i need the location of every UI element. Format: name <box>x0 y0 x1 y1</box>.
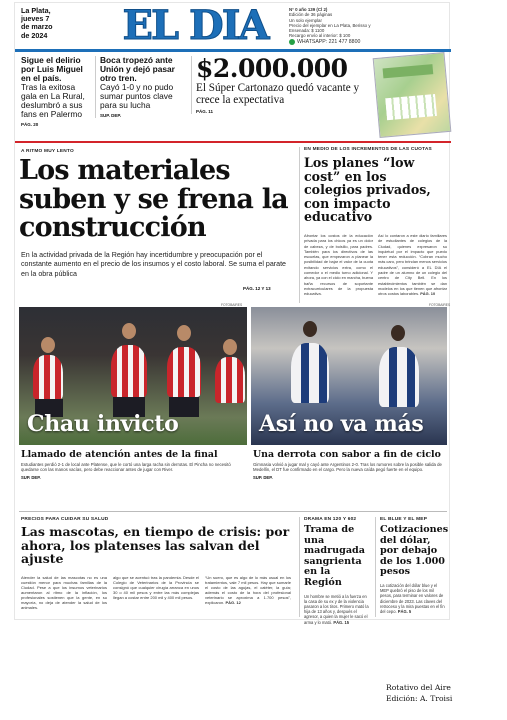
story-text: La cotización del dólar blue y el MEP quebró el piso de los mil pesos, para terminar en valores de diciembre de 2023. Las claves del retroceso y la mira puestas en el fin del cepo. <box>380 582 445 614</box>
story-kicker: DRAMA EN 120 Y 602 <box>304 517 357 522</box>
dollar-story[interactable] <box>375 517 447 617</box>
teaser-luis-miguel[interactable] <box>21 56 91 127</box>
cartonazo-ticket-image <box>373 52 452 138</box>
section-rule <box>19 511 447 512</box>
player-figure <box>111 345 147 397</box>
estudiantes-photo[interactable] <box>19 307 247 445</box>
story-text: “Un suero, que es algo de lo más usual en los tratamientos, vale 7 mil pesos. Hay que sumarle el costo de las agujas, el catéter, la guía; además el costo de la hora del profesional veterinario se aproxima a 1.700 pesos”, explicaron. <box>205 574 291 605</box>
teaser-body: Tras la exitosa gala en La Rural, deslumbró a sus fans en Palermo <box>21 82 85 119</box>
teaser-body: El Súper Cartonazo quedó vacante y crece la expectativa <box>196 82 360 106</box>
story-column <box>205 575 291 611</box>
crime-story[interactable] <box>299 517 369 625</box>
date-line: de marzo <box>21 22 53 32</box>
lead-summary: En la actividad privada de la Región hay incertidumbre y preocupación por el constante aumento en el precio de los insumos y el costo laboral. Se suma el parate en la obra pública <box>21 251 286 278</box>
story-headline: Las mascotas, en tiempo de crisis: por ahora, los platenses las salvan del ajuste <box>21 524 290 566</box>
info-line: N° 0 año 139 (Cl 2) <box>289 7 328 12</box>
player-head <box>41 337 55 353</box>
estudiantes-story[interactable] <box>21 449 247 480</box>
player-figure <box>215 357 245 403</box>
story-summary: Gimnasia volvió a jugar mal y cayó ante Argentinos 2-0. Tras los rumores sobre la posible salida de Medellín, el DT fue confirmado en el cargo. Pero la nueva caída pegó fuerte en el equipo. <box>253 462 442 473</box>
page-ref: PÁG. 12 <box>225 599 241 605</box>
credits-footer <box>386 682 452 704</box>
page-ref: PÁG. 5 <box>397 608 412 614</box>
photo-caption: Chau invicto <box>27 411 179 437</box>
info-line: Recargo envío al interior: $ 100 <box>289 33 351 39</box>
photo-caption: Así no va más <box>259 411 424 437</box>
teaser-body: Cayó 1-0 y no pudo sumar puntos clave para su lucha <box>100 82 174 110</box>
newspaper-front-page <box>14 2 451 625</box>
player-head <box>122 323 136 339</box>
edition-date <box>21 7 105 40</box>
story-column: Atender la salud de las mascotas no es una cuestión menor para muchas familias de la Ciudad. Pese a que los insumos veterinarios aumentaron al ritmo de la inflación, los profesionales sostienen que la gente, en su mayoría, no deja de atender la salud de los animales. <box>21 574 107 611</box>
story-columns <box>304 233 447 297</box>
story-kicker: EN MEDIO DE LOS INCREMENTOS DE LAS CUOTAS <box>304 147 432 152</box>
page-ref: SUP. DEP. <box>100 113 122 118</box>
story-text: Un hombre se metió a la fuerza en la casa de su ex y de la violencia pasaron a los tiros. Primero mató la hija de 13 años y, después el agresor, a quien la mujer le sacó el arma y lo mató. <box>304 593 369 625</box>
player-head <box>303 321 317 337</box>
story-column: Afrontar los costos de la educación privada para los chicos ya es un dolor de cabeza, y de bolsillo, para padres. También para los directivos de las escuelas, que empezaron a planear la posibilidad de bajar el valor de la cuota evitando servicios extra, como el comedor o el medio turno adicional. Y ahora, ya con el ciclo en marcha, buena baña recursos de soportante extracurriculares de la propuesta educativa. <box>304 232 373 297</box>
date-line: jueves 7 <box>21 14 50 24</box>
logo-text: EL DIA <box>122 2 268 49</box>
story-summary <box>304 594 369 625</box>
page-ref: PÁG. 15 <box>333 619 350 625</box>
gimnasia-photo[interactable] <box>251 307 447 445</box>
story-columns <box>21 575 293 611</box>
pets-story[interactable] <box>21 517 293 610</box>
player-head <box>177 325 191 341</box>
story-kicker: PRECIOS PARA CUIDAR SU SALUD <box>21 517 109 522</box>
date-line: La Plata, <box>21 6 51 15</box>
lead-kicker: A RITMO MUY LENTO <box>21 149 74 154</box>
info-line: Ensenada: $ 1100 <box>289 28 325 34</box>
story-headline: Llamado de atención antes de la final <box>21 449 218 460</box>
photo-credit: FOTOBAIRES <box>221 303 243 307</box>
prize-amount: $2.000.000 <box>196 54 348 83</box>
page-ref: PÁG. 20 <box>21 122 39 127</box>
teaser-headline: Sigue el delirio por Luis Miguel en el país. <box>21 55 83 83</box>
footer-line: Edición: A. Troisi <box>386 694 453 703</box>
story-summary <box>380 583 447 614</box>
story-summary: Estudiantes perdió 2-1 de local ante Platense, que le cortó una larga racha sin derrotas. El Pincha no necesitó quedarse con las manos vacías, pero debe reaccionar antes de jugar con River. <box>21 462 231 473</box>
whatsapp-icon <box>289 39 295 45</box>
story-column: algo que se acentuó tras la pandemia. Desde el Colegio de Veterinarios de la Provincia se consignó que cualquier cirugía arranca en unos 30 o 40 mil pesos y entre las más complejas llegan a costar entre 200 mil y 400 mil pesos. <box>113 574 199 600</box>
player-figure <box>167 347 201 397</box>
date-line: de 2024 <box>21 30 48 40</box>
edition-info <box>289 7 445 39</box>
page-ref: PÁG. 10 <box>420 291 436 297</box>
gimnasia-story[interactable] <box>253 449 447 480</box>
story-column <box>378 233 447 297</box>
player-head <box>391 325 405 341</box>
teaser-headline: Boca tropezó ante Unión y dejó pasar otro tren. <box>100 55 175 83</box>
player-figure <box>291 343 329 403</box>
whatsapp-contact <box>289 39 360 45</box>
masthead-rule <box>15 49 451 52</box>
story-headline: Los planes “low cost” en los colegios privados, con impacto educativo <box>304 155 431 225</box>
page-ref: PÁG. 11 <box>196 109 214 114</box>
schools-story[interactable] <box>299 147 447 303</box>
info-line: Edición de 36 páginas <box>289 12 333 18</box>
photo-credit: FOTOBAIRES <box>429 303 451 307</box>
newspaper-logo <box>107 2 283 49</box>
story-headline: Trama de una madrugada sangrienta en la Región <box>304 524 365 588</box>
info-line: Un solo ejemplar <box>289 17 322 23</box>
lead-headline[interactable]: Los materiales suben y se frena la construcción <box>19 155 288 243</box>
teaser-cartonazo[interactable] <box>191 56 371 114</box>
whatsapp-number: WHATSAPP: 221 477 8800 <box>297 39 361 45</box>
player-figure <box>33 355 63 399</box>
story-headline: Una derrota con sabor a fin de ciclo <box>253 449 441 460</box>
player-head <box>223 339 237 355</box>
section-rule <box>15 141 451 143</box>
page-ref: PÁG. 12 Y 13 <box>243 286 271 291</box>
story-kicker: EL BLUE Y EL MEP <box>380 517 428 522</box>
story-headline: Cotizaciones del dólar, por debajo de los 1.000 pesos <box>380 524 449 578</box>
player-figure <box>379 347 419 407</box>
story-text: Así lo contaron a este diario familiares de estudiantes de colegios de la Ciudad, quienes expresaron su inquietud por el impacto que puedo tener esta reducción. “Cobran mucho más caro, pero brindan menos servicios educativos”, consideró a EL DIA el padre de un alumno de un colegio del centro de City Bell. En los establecimientos también se dan modelos en los que tienen que afrontar otros costos laborables. <box>378 232 447 297</box>
footer-line: Rotativo del Aire <box>386 683 451 692</box>
teaser-boca[interactable] <box>95 56 183 118</box>
info-line: Precio del ejemplar en La Plata, Berisso y <box>289 22 371 28</box>
page-ref: SUP. DEP. <box>253 474 273 480</box>
page-ref: SUP. DEP. <box>21 474 41 480</box>
